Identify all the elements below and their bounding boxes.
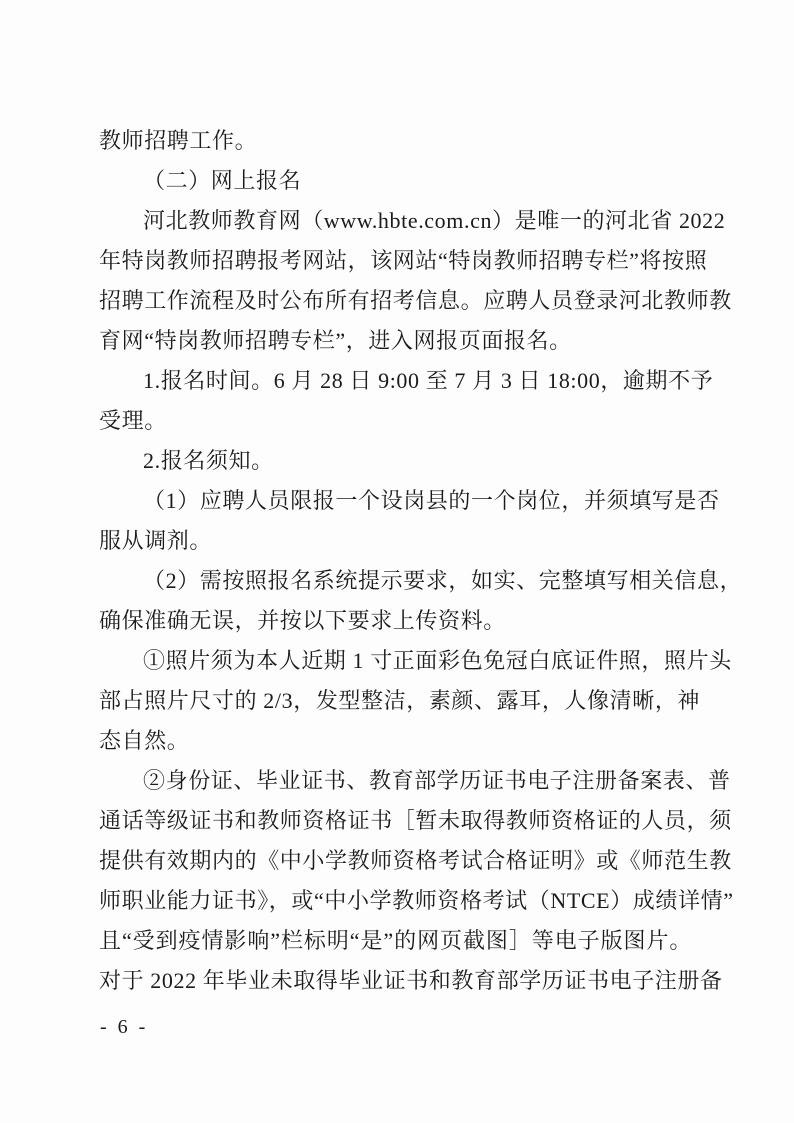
text-line: 且“受到疫情影响”栏标明“是”的网页截图］等电子版图片。 xyxy=(99,928,692,953)
text-line: 师职业能力证书》，或“中小学教师资格考试（NTCE）成绩详情” xyxy=(99,888,734,913)
text-line: （二）网上报名 xyxy=(143,168,302,193)
text-line: 2.报名须知。 xyxy=(143,448,274,473)
text-line: 服从调剂。 xyxy=(99,528,213,553)
text-line: （1）应聘人员限报一个设岗县的一个岗位，并须填写是否 xyxy=(143,488,720,513)
document-body xyxy=(99,121,743,1001)
text-line: 态自然。 xyxy=(99,728,190,753)
text-line: 教师招聘工作。 xyxy=(99,128,258,153)
text-line: 年特岗教师招聘报考网站，该网站“特岗教师招聘专栏”将按照 xyxy=(99,248,708,273)
text-line: 河北教师教育网（www.hbte.com.cn）是唯一的河北省 2022 xyxy=(143,208,726,233)
text-line: 提供有效期内的《中小学教师资格考试合格证明》或《师范生教 xyxy=(99,848,732,873)
text-line: 对于 2022 年毕业未取得毕业证书和教育部学历证书电子注册备 xyxy=(99,968,723,993)
text-line: 招聘工作流程及时公布所有招考信息。应聘人员登录河北教师教 xyxy=(99,288,732,313)
page-number: - 6 - xyxy=(100,1016,149,1038)
text-line: ②身份证、毕业证书、教育部学历证书电子注册备案表、普 xyxy=(143,768,731,793)
text-line: 通话等级证书和教师资格证书［暂未取得教师资格证的人员，须 xyxy=(99,808,732,833)
text-line: 部占照片尺寸的 2/3，发型整洁，素颜、露耳，人像清晰，神 xyxy=(99,688,701,713)
text-line: （2）需按照报名系统提示要求，如实、完整填写相关信息， xyxy=(143,568,743,593)
text-line: 受理。 xyxy=(99,408,167,433)
text-line: 育网“特岗教师招聘专栏”，进入网报页面报名。 xyxy=(99,328,572,353)
text-line: 1.报名时间。6 月 28 日 9:00 至 7 月 3 日 18:00，逾期不予 xyxy=(143,368,714,393)
text-line: 确保准确无误，并按以下要求上传资料。 xyxy=(99,608,506,633)
text-line: ①照片须为本人近期 1 寸正面彩色免冠白底证件照，照片头 xyxy=(143,648,732,673)
